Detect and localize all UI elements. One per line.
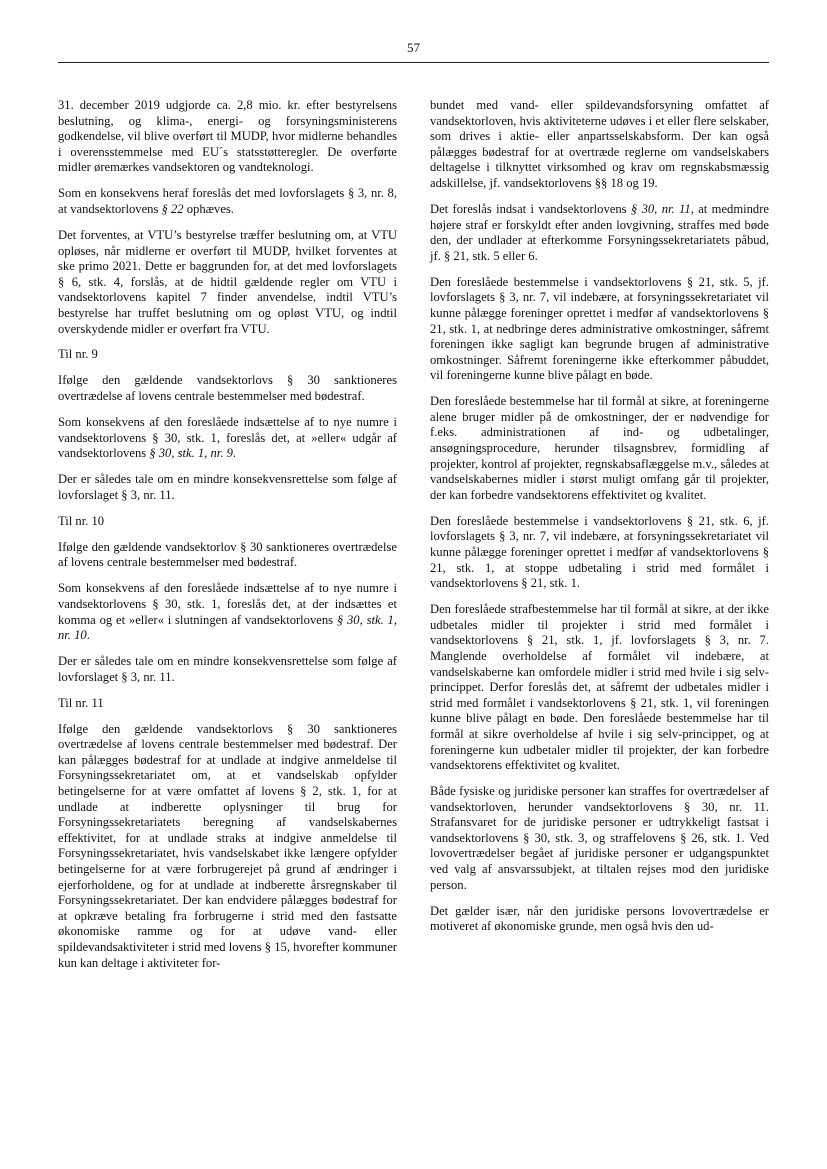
paragraph: Den foreslåede bestemmelse har til formål at sikre, at foreningerne alene bruger midler på de omkostninger, der er nødvendige for f.eks. administrationen af ind- og udbetalinger, ansøgningsprocedure, herunder tilsagnsbrev, formidling af projekter, kontrol af projekter, regnskabsaflæggelse m.v., således at vandselskabernes midler i størst muligt omfang går til projekter, der kan forbedre vandsektorens effektivitet og kvalitet. [430,394,769,502]
paragraph: bundet med vand- eller spildevandsforsyning omfattet af vandsektorloven, hvis aktiviteterne udøves i et eller flere selskaber, som drives i aktie- eller anpartsselskabsform. Der kan også pålægges bødestraf for at overtræde reglerne om vandselskabers deltagelse i tilknyttet virksomhed og krav om regnskabsmæssig adskillelse, jf. vandsektorlovens §§ 18 og 19. [430,98,769,190]
paragraph [58,581,397,643]
paragraph-text: , at medmindre højere straf er forskyldt efter anden lovgivning, straffes med bøde den, der undlader at efterkomme Forsyningssekretariatets påbud, jf. § 21, stk. 5 eller 6. [430,201,770,263]
paragraph: Den foreslåede bestemmelse i vandsektorlovens § 21, stk. 6, jf. lovforslagets § 3, nr. 7, vil indebære, at forsyningssekretariatet vil kunne pålægge foreninger oprettet i medfør af vandsektorlovens § 21, stk. 1, at stoppe udbetaling i strid med formålet i vandsektorlovens § 21, stk. 1. [430,513,769,591]
paragraph: Den foreslåede strafbestemmelse har til formål at sikre, at der ikke udbetales midler til projekter i strid med formålet i vandsektorlovens § 21, stk. 1, jf. lovforslagets § 3, nr. 7. Manglende overholdelse af formålet vil indebære, at vandselskaberne kan omfordele midler i strid med hvile i sig selv-princippet. Derfor foreslås det, at såfremt der udbetales midler i strid med formålet i vandsektorlovens § 21, stk. 1, vil foreningen kunne blive pålagt en bøde. Den foreslåede bestemmelse har til formål at sikre overholdelse af hvile i sig selv-princippet, og at foreningerne kun udbetaler midler til projekter, der kan forbedre vandsektorens effektivitet og kvalitet. [430,602,769,773]
paragraph: 31. december 2019 udgjorde ca. 2,8 mio. kr. efter bestyrelsens beslutning, og klima-, energi- og forsyningsministerens godkendelse, vil blive overført til MUDP, hvor midlerne behandles i overensstemmelse med EU´s statsstøtteregler. De overførte midler øremærkes vandsektoren og vandteknologi. [58,98,397,175]
paragraph: Ifølge den gældende vandsektorlov § 30 sanktioneres overtrædelse af lovens centrale bestemmelser med bødestraf. [58,539,397,570]
paragraph-text: . [86,628,90,643]
section-heading-nr9: Til nr. 9 [58,347,98,362]
paragraph-text: ophæves. [183,201,234,216]
paragraph: Ifølge den gældende vandsektorlovs § 30 sanktioneres overtrædelse af lovens centrale bestemmelser med bødestraf. [58,373,397,404]
paragraph-text: Det foreslås indsat i vandsektorlovens [430,201,631,216]
page-number: 57 [407,40,420,55]
law-reference: § 22 [161,201,184,216]
paragraph-text: Som en konsekvens heraf foreslås det med lovforslagets § 3, nr. 8, at vandsektorlovens [58,186,397,216]
law-reference: § 30, stk. 1, nr. 9 [149,446,233,461]
paragraph: Ifølge den gældende vandsektorlovs § 30 sanktioneres overtrædelse af lovens centrale bestemmelser med bødestraf. Der kan pålægges bødestraf for at undlade at indgive anmeldelse til Forsyningssekretariatet om, at et vandselskab opfylder betingelserne for at være omfattet af lovens § 2, stk. 1, for at undlade at indberette oplysninger til brug for Forsyningssekretariatets beregning af vandselskabernes effektivitet, for at undlade straks at indgive anmeldelse til Forsyningssekretariatet, hvis vandselskabet ikke længere opfylder betingelserne for at være forbrugerejet på grund af ændringer i ejerforholdene, og for at undlade at indberette årsregnskaber til Forsyningssekretariatet. Der kan endvidere pålægges bødestraf for at opkræve betaling fra forbrugerne i strid med den fastsatte økonomiske ramme og for at udøve vand- eller spildevandsaktiviteter i strid med lovens § 15, hvorefter kommuner kun kan deltage i aktiviteter for- [58,721,397,970]
header-rule [58,62,769,63]
section-heading-nr10: Til nr. 10 [58,513,105,528]
law-reference: § 30, nr. 11 [630,201,691,216]
left-column [58,98,397,971]
section-heading-nr11: Til nr. 11 [58,695,104,710]
paragraph: Den foreslåede bestemmelse i vandsektorlovens § 21, stk. 5, jf. lovforslagets § 3, nr. 7, vil indebære, at forsyningssekretariatet vil kunne pålægge foreninger oprettet i medfør af vandsektorlovens § 21, stk. 1, at nedbringe deres administrative omkostninger, såfremt foreningen ikke sagligt kan begrunde brugen af administrative omkostninger. Såfremt foreningerne ikke efterkommer påbuddet, vil foreningerne kunne blive pålagt en bøde. [430,274,769,383]
paragraph-text: . [232,446,237,461]
paragraph [58,415,397,462]
paragraph [58,186,397,217]
paragraph: Der er således tale om en mindre konsekvensrettelse som følge af lovforslaget § 3, nr. 11. [58,472,397,502]
law-reference: § 30, stk. 1, nr. 10 [58,612,397,643]
right-column [430,98,769,935]
paragraph-text: Som konsekvens af den foreslåede indsættelse af to nye numre i vandsektorlovens § 30, stk. 1, foreslås det, at »eller« udgår af vandsektorlovens [58,415,397,461]
paragraph-text: Som konsekvens af den foreslåede indsættelse af to nye numre i vandsektorlovens § 30, stk. 1, foreslås det, at der indsættes et komma og et »eller« i slutningen af vandsektorlovens [58,581,397,627]
paragraph: Der er således tale om en mindre konsekvensrettelse som følge af lovforslaget § 3, nr. 11. [58,654,397,684]
paragraph: Det gælder især, når den juridiske persons lovovertrædelse er motiveret af økonomiske grunde, men også hvis den ud- [430,903,769,934]
paragraph: Det forventes, at VTU’s bestyrelse træffer beslutning om, at VTU opløses, når midlerne er overført til MUDP, hvilket forventes at ske primo 2021. Dette er baggrunden for, at det med lovforslagets § 6, stk. 4, forslås, at de hidtil gældende regler om VTU i vandsektorlovens kapitel 7 finder anvendelse, indtil VTU’s bestyrelse har truffet beslutning om og opløst VTU, og indtil overskydende midler er overført fra VTU. [58,227,397,336]
paragraph: Både fysiske og juridiske personer kan straffes for overtrædelser af vandsektorloven, herunder vandsektorlovens § 30, nr. 11. Strafansvaret for de juridiske personer er udtrykkeligt fastsat i vandsektorlovens § 30, stk. 3, og straffelovens § 26, stk. 1. Ved lovovertrædelser begået af juridiske personer er udgangspunktet ved valg af ansvarssubjekt, at tiltalen rejses mod den juridiske person. [430,784,769,892]
paragraph [430,202,769,264]
